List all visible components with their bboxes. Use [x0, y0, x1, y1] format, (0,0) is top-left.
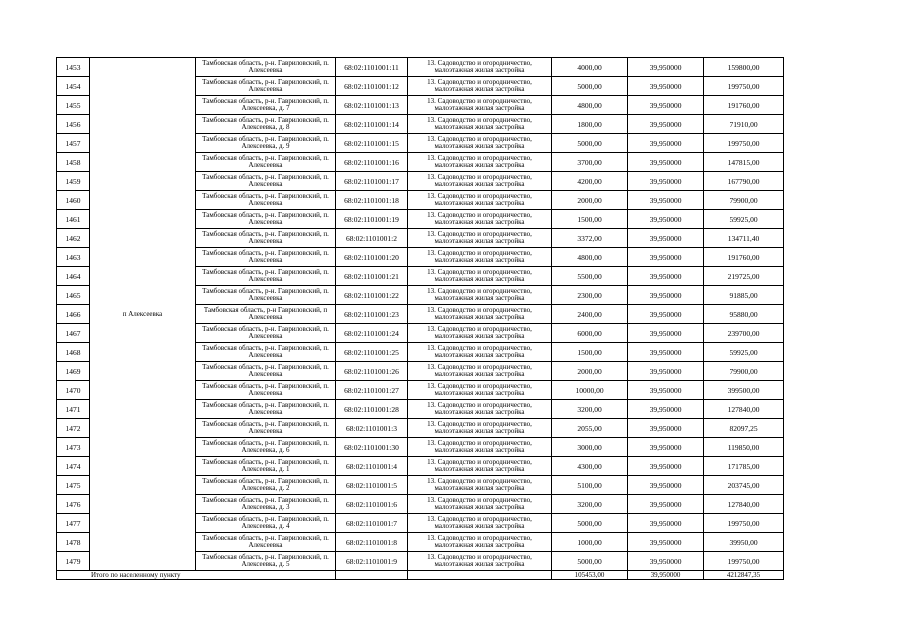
total-label: Итого по населенному пункту: [57, 571, 336, 580]
row-number-cell: 1467: [57, 324, 90, 343]
address-cell: Тамбовская область, р-н. Гавриловский, п. Алексеевка: [196, 400, 336, 419]
total-row: [57, 571, 784, 580]
row-number-cell: 1462: [57, 229, 90, 248]
cadastral-number-cell: 68:02:1101001:19: [336, 210, 408, 229]
row-number-cell: 1458: [57, 153, 90, 172]
rate-cell: 39,950000: [628, 514, 704, 533]
cadastral-value-cell: 59925,00: [704, 343, 784, 362]
land-use-cell: 13. Садоводство и огородничество, малоэтажная жилая застройка: [408, 58, 552, 77]
area-cell: 2400,00: [552, 305, 628, 324]
rate-cell: 39,950000: [628, 58, 704, 77]
cadastral-value-cell: 167790,00: [704, 172, 784, 191]
land-use-cell: 13. Садоводство и огородничество, малоэтажная жилая застройка: [408, 96, 552, 115]
cadastral-value-cell: 199750,00: [704, 134, 784, 153]
address-cell: Тамбовская область, р-н. Гавриловский, п. Алексеевка: [196, 153, 336, 172]
area-cell: 3700,00: [552, 153, 628, 172]
cadastral-value-cell: 171785,00: [704, 457, 784, 476]
cadastral-number-cell: 68:02:1101001:11: [336, 58, 408, 77]
cadastral-number-cell: 68:02:1101001:21: [336, 267, 408, 286]
area-cell: 6000,00: [552, 324, 628, 343]
cadastral-number-cell: 68:02:1101001:28: [336, 400, 408, 419]
cadastral-number-cell: 68:02:1101001:23: [336, 305, 408, 324]
total-value: 4212847,35: [704, 571, 784, 580]
empty-cell-b: [408, 571, 552, 580]
cadastral-value-cell: 59925,00: [704, 210, 784, 229]
address-cell: Тамбовская область, р-н. Гавриловский, п. Алексеевка: [196, 172, 336, 191]
row-number-cell: 1457: [57, 134, 90, 153]
cadastral-value-cell: 91885,00: [704, 286, 784, 305]
area-cell: 4000,00: [552, 58, 628, 77]
area-cell: 1000,00: [552, 533, 628, 552]
land-use-cell: 13. Садоводство и огородничество, малоэтажная жилая застройка: [408, 476, 552, 495]
settlement-cell: п Алексеевка: [90, 58, 196, 571]
land-use-cell: 13. Садоводство и огородничество, малоэтажная жилая застройка: [408, 400, 552, 419]
address-cell: Тамбовская область, р-н. Гавриловский, п. Алексеевка: [196, 210, 336, 229]
cadastral-number-cell: 68:02:1101001:18: [336, 191, 408, 210]
area-cell: 5000,00: [552, 134, 628, 153]
row-number-cell: 1464: [57, 267, 90, 286]
cadastral-value-cell: 191760,00: [704, 96, 784, 115]
row-number-cell: 1470: [57, 381, 90, 400]
rate-cell: 39,950000: [628, 248, 704, 267]
rate-cell: 39,950000: [628, 267, 704, 286]
area-cell: 4200,00: [552, 172, 628, 191]
land-use-cell: 13. Садоводство и огородничество, малоэтажная жилая застройка: [408, 514, 552, 533]
rate-cell: 39,950000: [628, 229, 704, 248]
row-number-cell: 1454: [57, 77, 90, 96]
address-cell: Тамбовская область, р-н. Гавриловский, п. Алексеевка: [196, 286, 336, 305]
rate-cell: 39,950000: [628, 362, 704, 381]
rate-cell: 39,950000: [628, 210, 704, 229]
cadastral-number-cell: 68:02:1101001:22: [336, 286, 408, 305]
cadastral-number-cell: 68:02:1101001:13: [336, 96, 408, 115]
row-number-cell: 1453: [57, 58, 90, 77]
area-cell: 10000,00: [552, 381, 628, 400]
address-cell: Тамбовская область, р-н Гавриловский, п Алексеевка: [196, 305, 336, 324]
area-cell: 1500,00: [552, 210, 628, 229]
address-cell: Тамбовская область, р-н. Гавриловский, п. Алексеевка, д. 1: [196, 457, 336, 476]
address-cell: Тамбовская область, р-н. Гавриловский, п. Алексеевка: [196, 343, 336, 362]
row-number-cell: 1456: [57, 115, 90, 134]
cadastral-number-cell: 68:02:1101001:17: [336, 172, 408, 191]
rate-cell: 39,950000: [628, 324, 704, 343]
area-cell: 4800,00: [552, 96, 628, 115]
area-cell: 5100,00: [552, 476, 628, 495]
address-cell: Тамбовская область, р-н. Гавриловский, п. Алексеевка, д. 8: [196, 115, 336, 134]
cadastral-number-cell: 68:02:1101001:24: [336, 324, 408, 343]
total-rate: 39,950000: [628, 571, 704, 580]
cadastral-number-cell: 68:02:1101001:26: [336, 362, 408, 381]
row-number-cell: 1473: [57, 438, 90, 457]
cadastral-value-cell: 127840,00: [704, 495, 784, 514]
rate-cell: 39,950000: [628, 400, 704, 419]
address-cell: Тамбовская область, р-н. Гавриловский, п. Алексеевка, д. 2: [196, 476, 336, 495]
row-number-cell: 1468: [57, 343, 90, 362]
cadastral-number-cell: 68:02:1101001:25: [336, 343, 408, 362]
cadastral-value-cell: 159800,00: [704, 58, 784, 77]
cadastral-number-cell: 68:02:1101001:20: [336, 248, 408, 267]
address-cell: Тамбовская область, р-н. Гавриловский, п. Алексеевка, д. 4: [196, 514, 336, 533]
row-number-cell: 1471: [57, 400, 90, 419]
cadastral-value-cell: 79900,00: [704, 362, 784, 381]
cadastral-value-cell: 95880,00: [704, 305, 784, 324]
land-use-cell: 13. Садоводство и огородничество, малоэтажная жилая застройка: [408, 343, 552, 362]
cadastral-number-cell: 68:02:1101001:8: [336, 533, 408, 552]
land-use-cell: 13. Садоводство и огородничество, малоэтажная жилая застройка: [408, 134, 552, 153]
land-use-cell: 13. Садоводство и огородничество, малоэтажная жилая застройка: [408, 381, 552, 400]
cadastral-value-cell: 39950,00: [704, 533, 784, 552]
area-cell: 4300,00: [552, 457, 628, 476]
cadastral-value-cell: 203745,00: [704, 476, 784, 495]
address-cell: Тамбовская область, р-н. Гавриловский, п. Алексеевка: [196, 248, 336, 267]
rate-cell: 39,950000: [628, 115, 704, 134]
address-cell: Тамбовская область, р-н. Гавриловский, п. Алексеевка: [196, 419, 336, 438]
area-cell: 5500,00: [552, 267, 628, 286]
land-use-cell: 13. Садоводство и огородничество, малоэтажная жилая застройка: [408, 267, 552, 286]
land-use-cell: 13. Садоводство и огородничество, малоэтажная жилая застройка: [408, 495, 552, 514]
rate-cell: 39,950000: [628, 191, 704, 210]
table-row: [57, 58, 784, 77]
cadastral-value-cell: 71910,00: [704, 115, 784, 134]
address-cell: Тамбовская область, р-н. Гавриловский, п. Алексеевка: [196, 229, 336, 248]
rate-cell: 39,950000: [628, 77, 704, 96]
row-number-cell: 1463: [57, 248, 90, 267]
row-number-cell: 1466: [57, 305, 90, 324]
area-cell: 2055,00: [552, 419, 628, 438]
land-use-cell: 13. Садоводство и огородничество, малоэтажная жилая застройка: [408, 191, 552, 210]
rate-cell: 39,950000: [628, 533, 704, 552]
row-number-cell: 1465: [57, 286, 90, 305]
rate-cell: 39,950000: [628, 286, 704, 305]
address-cell: Тамбовская область, р-н. Гавриловский, п. Алексеевка: [196, 362, 336, 381]
address-cell: Тамбовская область, р-н. Гавриловский, п. Алексеевка: [196, 77, 336, 96]
address-cell: Тамбовская область, р-н. Гавриловский, п. Алексеевка: [196, 58, 336, 77]
cadastral-value-table: [56, 57, 784, 580]
cadastral-number-cell: 68:02:1101001:27: [336, 381, 408, 400]
cadastral-value-cell: 399500,00: [704, 381, 784, 400]
cadastral-number-cell: 68:02:1101001:9: [336, 552, 408, 571]
cadastral-number-cell: 68:02:1101001:4: [336, 457, 408, 476]
cadastral-value-cell: 199750,00: [704, 77, 784, 96]
address-cell: Тамбовская область, р-н. Гавриловский, п. Алексеевка, д. 7: [196, 96, 336, 115]
land-use-cell: 13. Садоводство и огородничество, малоэтажная жилая застройка: [408, 305, 552, 324]
land-use-cell: 13. Садоводство и огородничество, малоэтажная жилая застройка: [408, 438, 552, 457]
row-number-cell: 1455: [57, 96, 90, 115]
rate-cell: 39,950000: [628, 381, 704, 400]
rate-cell: 39,950000: [628, 476, 704, 495]
empty-cell-a: [336, 571, 408, 580]
land-use-cell: 13. Садоводство и огородничество, малоэтажная жилая застройка: [408, 324, 552, 343]
land-use-cell: 13. Садоводство и огородничество, малоэтажная жилая застройка: [408, 533, 552, 552]
address-cell: Тамбовская область, р-н. Гавриловский, п. Алексеевка: [196, 191, 336, 210]
cadastral-number-cell: 68:02:1101001:14: [336, 115, 408, 134]
land-use-cell: 13. Садоводство и огородничество, малоэтажная жилая застройка: [408, 172, 552, 191]
land-use-cell: 13. Садоводство и огородничество, малоэтажная жилая застройка: [408, 552, 552, 571]
cadastral-value-cell: 134711,40: [704, 229, 784, 248]
area-cell: 1500,00: [552, 343, 628, 362]
row-number-cell: 1459: [57, 172, 90, 191]
row-number-cell: 1475: [57, 476, 90, 495]
address-cell: Тамбовская область, р-н. Гавриловский, п. Алексеевка, д. 6: [196, 438, 336, 457]
cadastral-value-cell: 127840,00: [704, 400, 784, 419]
land-use-cell: 13. Садоводство и огородничество, малоэтажная жилая застройка: [408, 419, 552, 438]
area-cell: 2000,00: [552, 191, 628, 210]
area-cell: 5000,00: [552, 77, 628, 96]
address-cell: Тамбовская область, р-н. Гавриловский, п. Алексеевка: [196, 324, 336, 343]
land-use-cell: 13. Садоводство и огородничество, малоэтажная жилая застройка: [408, 248, 552, 267]
cadastral-number-cell: 68:02:1101001:15: [336, 134, 408, 153]
cadastral-number-cell: 68:02:1101001:16: [336, 153, 408, 172]
rate-cell: 39,950000: [628, 134, 704, 153]
cadastral-number-cell: 68:02:1101001:7: [336, 514, 408, 533]
area-cell: 1800,00: [552, 115, 628, 134]
rate-cell: 39,950000: [628, 438, 704, 457]
rate-cell: 39,950000: [628, 495, 704, 514]
cadastral-number-cell: 68:02:1101001:6: [336, 495, 408, 514]
cadastral-value-cell: 239700,00: [704, 324, 784, 343]
total-area: 105453,00: [552, 571, 628, 580]
land-use-cell: 13. Садоводство и огородничество, малоэтажная жилая застройка: [408, 210, 552, 229]
cadastral-value-cell: 119850,00: [704, 438, 784, 457]
area-cell: 5000,00: [552, 514, 628, 533]
cadastral-value-cell: 199750,00: [704, 552, 784, 571]
row-number-cell: 1479: [57, 552, 90, 571]
rate-cell: 39,950000: [628, 96, 704, 115]
cadastral-value-cell: 219725,00: [704, 267, 784, 286]
cadastral-value-cell: 82097,25: [704, 419, 784, 438]
rate-cell: 39,950000: [628, 172, 704, 191]
cadastral-number-cell: 68:02:1101001:5: [336, 476, 408, 495]
land-use-cell: 13. Садоводство и огородничество, малоэтажная жилая застройка: [408, 115, 552, 134]
land-use-cell: 13. Садоводство и огородничество, малоэтажная жилая застройка: [408, 362, 552, 381]
rate-cell: 39,950000: [628, 343, 704, 362]
row-number-cell: 1460: [57, 191, 90, 210]
area-cell: 5000,00: [552, 552, 628, 571]
land-use-cell: 13. Садоводство и огородничество, малоэтажная жилая застройка: [408, 229, 552, 248]
rate-cell: 39,950000: [628, 552, 704, 571]
cadastral-value-cell: 199750,00: [704, 514, 784, 533]
row-number-cell: 1461: [57, 210, 90, 229]
area-cell: 3200,00: [552, 495, 628, 514]
cadastral-value-cell: 147815,00: [704, 153, 784, 172]
cadastral-value-cell: 191760,00: [704, 248, 784, 267]
cadastral-number-cell: 68:02:1101001:3: [336, 419, 408, 438]
cadastral-value-cell: 79900,00: [704, 191, 784, 210]
area-cell: 3372,00: [552, 229, 628, 248]
row-number-cell: 1477: [57, 514, 90, 533]
land-use-cell: 13. Садоводство и огородничество, малоэтажная жилая застройка: [408, 153, 552, 172]
cadastral-number-cell: 68:02:1101001:2: [336, 229, 408, 248]
area-cell: 3200,00: [552, 400, 628, 419]
land-use-cell: 13. Садоводство и огородничество, малоэтажная жилая застройка: [408, 457, 552, 476]
address-cell: Тамбовская область, р-н. Гавриловский, п. Алексеевка: [196, 267, 336, 286]
rate-cell: 39,950000: [628, 457, 704, 476]
rate-cell: 39,950000: [628, 419, 704, 438]
cadastral-number-cell: 68:02:1101001:30: [336, 438, 408, 457]
row-number-cell: 1474: [57, 457, 90, 476]
cadastral-number-cell: 68:02:1101001:12: [336, 77, 408, 96]
row-number-cell: 1469: [57, 362, 90, 381]
address-cell: Тамбовская область, р-н. Гавриловский, п. Алексеевка: [196, 533, 336, 552]
address-cell: Тамбовская область, р-н. Гавриловский, п. Алексеевка, д. 5: [196, 552, 336, 571]
row-number-cell: 1472: [57, 419, 90, 438]
address-cell: Тамбовская область, р-н. Гавриловский, п. Алексеевка, д. 9: [196, 134, 336, 153]
area-cell: 2000,00: [552, 362, 628, 381]
area-cell: 2300,00: [552, 286, 628, 305]
rate-cell: 39,950000: [628, 153, 704, 172]
address-cell: Тамбовская область, р-н. Гавриловский, п. Алексеевка, д. 3: [196, 495, 336, 514]
rate-cell: 39,950000: [628, 305, 704, 324]
area-cell: 4800,00: [552, 248, 628, 267]
row-number-cell: 1478: [57, 533, 90, 552]
land-use-cell: 13. Садоводство и огородничество, малоэтажная жилая застройка: [408, 286, 552, 305]
row-number-cell: 1476: [57, 495, 90, 514]
address-cell: Тамбовская область, р-н. Гавриловский, п. Алексеевка: [196, 381, 336, 400]
land-use-cell: 13. Садоводство и огородничество, малоэтажная жилая застройка: [408, 77, 552, 96]
area-cell: 3000,00: [552, 438, 628, 457]
